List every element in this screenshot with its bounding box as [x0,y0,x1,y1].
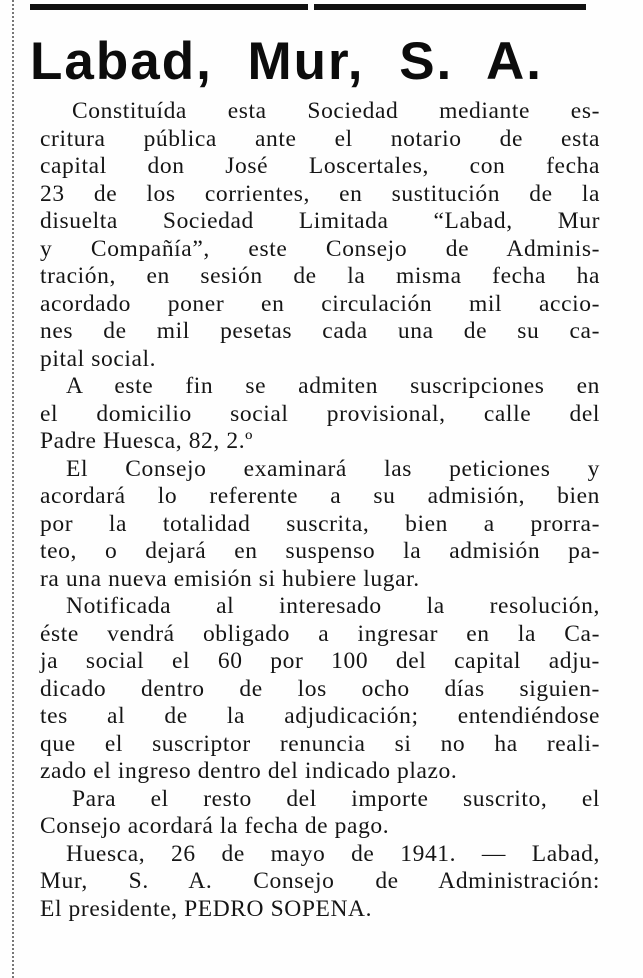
p4-line-2: éste vendrá obligado a ingresar en la Ca- [40,620,600,647]
p1-line-4: 23 de los corrientes, en sustitución de la [40,180,600,207]
p4-line-5: tes al de la adjudicación; entendiéndose [40,703,600,729]
p6-line-2: Mur, S. A. Consejo de Administración: [40,868,600,894]
p6-line-1: Huesca, 26 de mayo de 1941. — Labad, [66,840,600,867]
p1-line-1: Constituída esta Sociedad mediante es- [72,98,600,124]
p2-line-1: A este fin se admiten suscripciones en [66,373,600,399]
p1-line-6: y Compañía”, este Consejo de Adminis- [40,235,600,262]
p1-line-7: tración, en sesión de la misma fecha ha [40,263,600,289]
p4-line-4: dicado dentro de los ocho días siguien- [40,675,600,702]
notice-heading: Labad, Mur, S. A. [30,32,544,91]
p1-line-5: disuelta Sociedad Limitada “Labad, Mur [40,208,600,234]
p6-line-3: El presidente, PEDRO SOPENA. [40,895,373,922]
p2-line-3: Padre Huesca, 82, 2.º [40,428,254,454]
p3-line-1: El Consejo examinará las peticiones y [66,455,600,482]
p4-line-1: Notificada al interesado la resolución, [66,593,600,619]
p5-line-2: Consejo acordará la fecha de pago. [40,813,390,839]
p5-line-1: Para el resto del importe suscrito, el [72,785,600,812]
p1-line-3: capital don José Loscertales, con fecha [40,153,600,179]
p1-line-9: nes de mil pesetas cada una de su ca- [40,318,600,344]
p3-line-2: acordará lo referente a su admisión, bien [40,483,600,509]
p4-line-7: zado el ingreso dentro del indicado plazo. [40,758,458,784]
p4-line-6: que el suscriptor renuncia si no ha reali- [40,730,600,757]
p3-line-5: ra una nueva emisión si hubiere lugar. [40,565,420,592]
column-margin-dotted-line [12,0,14,978]
top-rule-left [30,4,308,10]
p4-line-3: ja social el 60 por 100 del capital adju- [40,648,600,674]
p1-line-10: pital social. [40,345,157,372]
p3-line-3: por la totalidad suscrita, bien a prorra- [40,510,600,537]
p2-line-2: el domicilio social provisional, calle del [40,400,600,427]
p1-line-8: acordado poner en circulación mil accio- [40,290,600,317]
p3-line-4: teo, o dejará en suspenso la admisión pa- [40,538,600,564]
notice-body [40,98,600,923]
top-rule-right [314,4,586,10]
p1-line-2: critura pública ante el notario de esta [40,125,600,152]
